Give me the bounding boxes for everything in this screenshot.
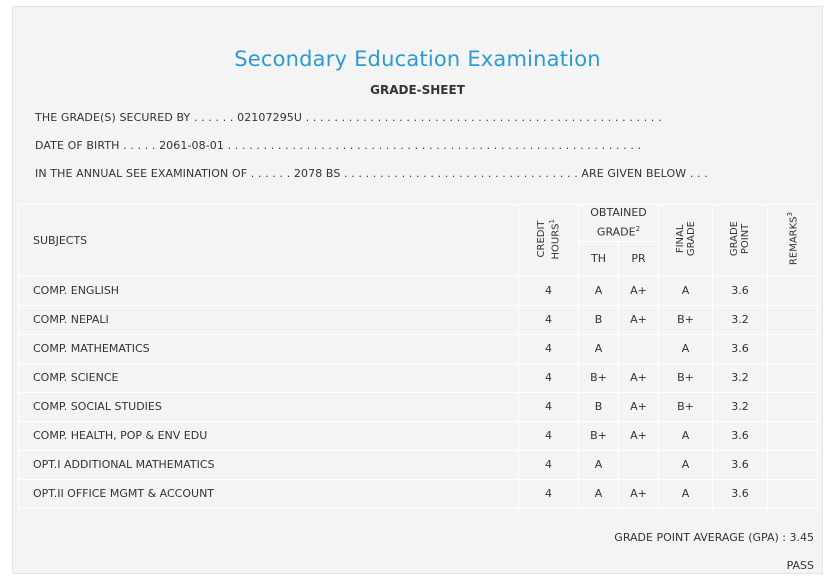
final-grade-cell: B+ (659, 305, 713, 334)
subject-cell: COMP. MATHEMATICS (19, 334, 519, 363)
grade-point-label (729, 221, 751, 256)
remarks-text: REMARKS (788, 216, 800, 266)
remarks-cell (768, 305, 818, 334)
remarks-cell (768, 392, 818, 421)
pr-grade-cell (619, 450, 659, 479)
grade-point-cell: 3.6 (713, 421, 768, 450)
th-grade-cell: B (579, 305, 619, 334)
remarks-cell (768, 334, 818, 363)
th-grade-cell: A (579, 334, 619, 363)
obtained-footnote: 2 (635, 225, 641, 233)
final-line2: GRADE (685, 221, 697, 257)
exam-title: Secondary Education Examination (234, 47, 601, 71)
credit-hours-label (536, 219, 561, 259)
grades-body (19, 276, 818, 508)
grade-point-cell: 3.6 (713, 479, 768, 508)
grade-point-cell: 3.2 (713, 363, 768, 392)
remarks-cell (768, 479, 818, 508)
credit-cell: 4 (519, 479, 579, 508)
subject-cell: COMP. HEALTH, POP & ENV EDU (19, 421, 519, 450)
subject-cell: COMP. SCIENCE (19, 363, 519, 392)
gpa-summary: GRADE POINT AVERAGE (GPA) : 3.45 (614, 531, 814, 544)
gp-line1: GRADE (729, 221, 740, 257)
remarks-footnote: 3 (786, 212, 795, 217)
subject-cell: COMP. NEPALI (19, 305, 519, 334)
subjects-header-label: SUBJECTS (33, 233, 88, 247)
obtained-line2: GRADE (596, 225, 636, 239)
final-grade-cell: A (659, 479, 713, 508)
table-row (19, 392, 818, 421)
final-grade-header (659, 205, 713, 277)
grade-point-header (713, 205, 768, 277)
grade-point-cell: 3.6 (713, 334, 768, 363)
credit-cell: 4 (519, 392, 579, 421)
credit-cell: 4 (519, 305, 579, 334)
examination-line: IN THE ANNUAL SEE EXAMINATION OF . . . . . . 2078 BS . . . . . . . . . . . . . . . . . . . . . . . . . . . . . . . . . ARE GIVEN BELOW . . . (35, 167, 708, 180)
credit-cell: 4 (519, 450, 579, 479)
credit-line2: HOURS (550, 223, 562, 260)
subject-cell: COMP. ENGLISH (19, 276, 519, 305)
pr-header: PR (619, 241, 659, 276)
result-status: PASS (786, 559, 814, 572)
credit-cell: 4 (519, 276, 579, 305)
table-row (19, 276, 818, 305)
grade-point-cell: 3.2 (713, 392, 768, 421)
remarks-cell (768, 276, 818, 305)
pr-grade-cell: A+ (619, 479, 659, 508)
final-grade-cell: A (659, 421, 713, 450)
date-of-birth-line: DATE OF BIRTH . . . . . 2061-08-01 . . . . . . . . . . . . . . . . . . . . . . . . . . . . . . . . . . . . . . . . . . . . . . . . . . . . . . . . . . (35, 139, 642, 152)
credit-line1: CREDIT (535, 220, 547, 258)
subject-cell: COMP. SOCIAL STUDIES (19, 392, 519, 421)
table-row (19, 421, 818, 450)
final-grade-cell: A (659, 276, 713, 305)
grades-secured-by-line: THE GRADE(S) SECURED BY . . . . . . 02107295U . . . . . . . . . . . . . . . . . . . . . . . . . . . . . . . . . . . . . . . . . . . . . . . . . . (35, 111, 662, 124)
table-row (19, 334, 818, 363)
obtained-line1: OBTAINED (590, 206, 647, 219)
table-row (19, 479, 818, 508)
th-grade-cell: A (579, 479, 619, 508)
final-grade-cell: B+ (659, 392, 713, 421)
th-grade-cell: B (579, 392, 619, 421)
th-grade-cell: B+ (579, 363, 619, 392)
remarks-cell (768, 363, 818, 392)
pr-grade-cell: A+ (619, 421, 659, 450)
table-row (19, 305, 818, 334)
obtained-grade-header (579, 205, 659, 242)
remarks-cell (768, 450, 818, 479)
grades-table (18, 204, 818, 509)
credit-footnote: 1 (547, 218, 556, 224)
pr-grade-cell: A+ (619, 392, 659, 421)
final-grade-cell: A (659, 334, 713, 363)
remarks-cell (768, 421, 818, 450)
th-grade-cell: A (579, 276, 619, 305)
credit-cell: 4 (519, 363, 579, 392)
pr-grade-cell (619, 334, 659, 363)
grade-point-cell: 3.2 (713, 305, 768, 334)
credit-cell: 4 (519, 421, 579, 450)
credit-cell: 4 (519, 334, 579, 363)
subjects-header (19, 205, 519, 277)
final-grade-cell: B+ (659, 363, 713, 392)
th-grade-cell: A (579, 450, 619, 479)
credit-hours-header (519, 205, 579, 277)
remarks-label (785, 212, 799, 265)
remarks-header (768, 205, 818, 277)
th-grade-cell: B+ (579, 421, 619, 450)
grade-sheet-heading: GRADE-SHEET (370, 83, 465, 97)
final-grade-cell: A (659, 450, 713, 479)
grade-point-cell: 3.6 (713, 276, 768, 305)
th-header: TH (579, 241, 619, 276)
grade-point-cell: 3.6 (713, 450, 768, 479)
gp-line2: POINT (740, 223, 751, 255)
subject-cell: OPT.II OFFICE MGMT & ACCOUNT (19, 479, 519, 508)
grade-sheet (12, 6, 823, 574)
pr-grade-cell: A+ (619, 276, 659, 305)
final-grade-label (675, 221, 697, 256)
subject-cell: OPT.I ADDITIONAL MATHEMATICS (19, 450, 519, 479)
pr-grade-cell: A+ (619, 363, 659, 392)
final-line1: FINAL (674, 224, 686, 254)
table-row (19, 363, 818, 392)
table-row (19, 450, 818, 479)
pr-grade-cell: A+ (619, 305, 659, 334)
